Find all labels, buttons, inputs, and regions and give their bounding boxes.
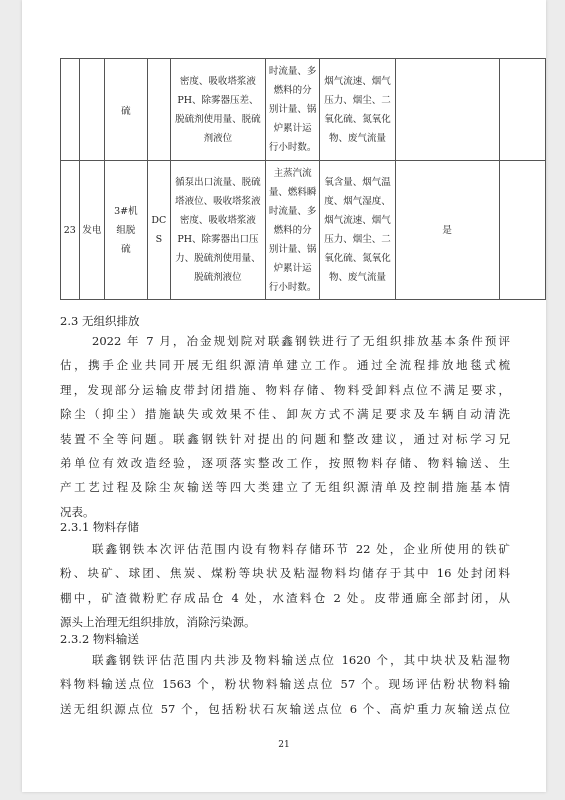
flow-line: 炉累计运 [273,262,312,274]
emissions-line: 氧化硫、氮氧化 [324,253,391,264]
emissions-line: 氧含量、烟气温 [324,177,391,188]
cell-params [170,59,265,161]
cell-flow [265,59,320,161]
cell-system: DC S [147,161,170,300]
cell-category [79,59,104,161]
flow-line: 量、燃料瞬 [268,186,317,198]
section-heading: 2.3.1 物料存储 [60,520,139,534]
text-line: 理，发现部分运输皮带封闭措施、物料存储、物料受卸料点位不满足要求， [60,382,510,397]
params-line: 密度、吸收塔浆液 [179,215,256,226]
params-line: 密度、吸收塔浆液 [179,75,256,87]
text-line: 联鑫钢铁本次评估范围内设有物料存储环节 22 处，企业所使用的铁矿 [92,542,510,556]
text-line: 2022 年 7 月，冶金规划院对联鑫钢铁进行了无组织排放基本条件预评 [92,334,510,348]
section-heading: 2.3 无组织排放 [60,314,140,328]
flow-line: 时流量、多 [268,205,317,217]
cell-extra [499,161,545,300]
cell-system [147,59,170,161]
cell-flow [265,161,320,300]
flow-line: 行小时数。 [268,281,317,293]
cell-no [61,59,80,161]
emissions-line: 物、废气流量 [328,132,386,144]
text-line: 粉、块矿、球团、焦炭、煤粉等块状及粘湿物料均储存于其中 16 处封闭料 [60,566,510,581]
params-line: PH、除雾器出口压 [177,234,259,245]
cell-emissions [320,59,395,161]
text-line: 弟单位有效改造经验，逐项落实整改工作，按照物料存储、物料输送、生 [60,456,510,471]
emissions-line: 度、烟气湿度、 [324,196,391,207]
cell-unit: 硫 [105,59,148,161]
table-row [61,59,546,161]
text-line: 料物料输送点位 1563 个，粉状物料输送点位 57 个。现场评估粉状物料输 [60,677,510,692]
text-line: 除尘（抑尘）措施缺失或效果不佳、卸灰方式不满足要求及车辆自动清洗 [60,407,510,422]
text-line: 送无组织源点位 57 个，包括粉状石灰输送点位 6 个、高炉重力灰输送点位 [60,701,510,716]
section-paragraph [60,648,510,721]
cell-category: 发电 [79,161,104,300]
flow-line: 炉累计运 [273,123,312,134]
section-paragraph [60,329,510,524]
emissions-line: 压力、烟尘、二 [324,234,391,245]
flow-line: 别计量、锅 [268,243,317,255]
cell-unit: 3#机 组脱 硫 [105,161,148,300]
emissions-line: 烟气流速、烟气 [324,75,391,87]
text-line: 源头上治理无组织排放，消除污染源。 [60,615,256,630]
text-line: 棚中，矿渣微粉贮存成品仓 4 处，水渣料仓 2 处。皮带通廊全部封闭，从 [60,590,510,605]
params-line: PH、除雾器压差、 [177,94,259,106]
emissions-line: 烟气流速、烟气 [324,215,391,226]
cell-flag: 是 [395,161,499,300]
params-line: 脱硫剂液位 [194,272,242,283]
flow-line: 主蒸汽流 [273,167,312,179]
cell-emissions [320,161,395,300]
cell-flag [395,59,499,161]
flow-line: 燃料的分 [273,224,312,236]
text-line: 况表。 [60,504,95,519]
table-row [61,161,546,300]
params-line: 脱硫剂使用量、脱硫 [175,113,261,125]
cell-params [170,161,265,300]
flow-line: 时流量、多 [268,66,317,77]
monitoring-table [60,58,546,300]
emissions-line: 氧化硫、氮氧化 [324,113,391,125]
params-line: 塔液位、吸收塔浆液 [175,196,261,207]
document-page [22,0,546,792]
page-number: 21 [278,740,290,750]
text-line: 装置不全等问题。联鑫钢铁针对提出的问题和整改建议，通过对标学习兄 [60,431,510,446]
params-line: 力、脱硫剂使用量、 [175,253,261,264]
section-paragraph [60,537,510,635]
params-line: 剂液位 [203,132,233,144]
text-line: 联鑫钢铁评估范围内共涉及物料输送点位 1620 个，其中块状及粘湿物 [92,653,510,667]
text-line: 产工艺过程及除尘灰输送等四大类建立了无组织源清单及控制措施基本情 [60,480,510,495]
params-line: 循泵出口流量、脱硫 [175,177,261,188]
emissions-line: 压力、烟尘、二 [324,94,391,106]
flow-line: 别计量、锅 [268,104,317,115]
section-heading: 2.3.2 物料输送 [60,632,139,646]
text-line: 估，携手企业共同开展无组织源清单建立工作。通过全流程排放地毯式梳 [60,358,510,373]
cell-extra [499,59,545,161]
emissions-line: 物、废气流量 [328,272,386,283]
flow-line: 行小时数。 [268,142,317,153]
cell-no: 23 [61,161,80,300]
flow-line: 燃料的分 [273,85,312,96]
